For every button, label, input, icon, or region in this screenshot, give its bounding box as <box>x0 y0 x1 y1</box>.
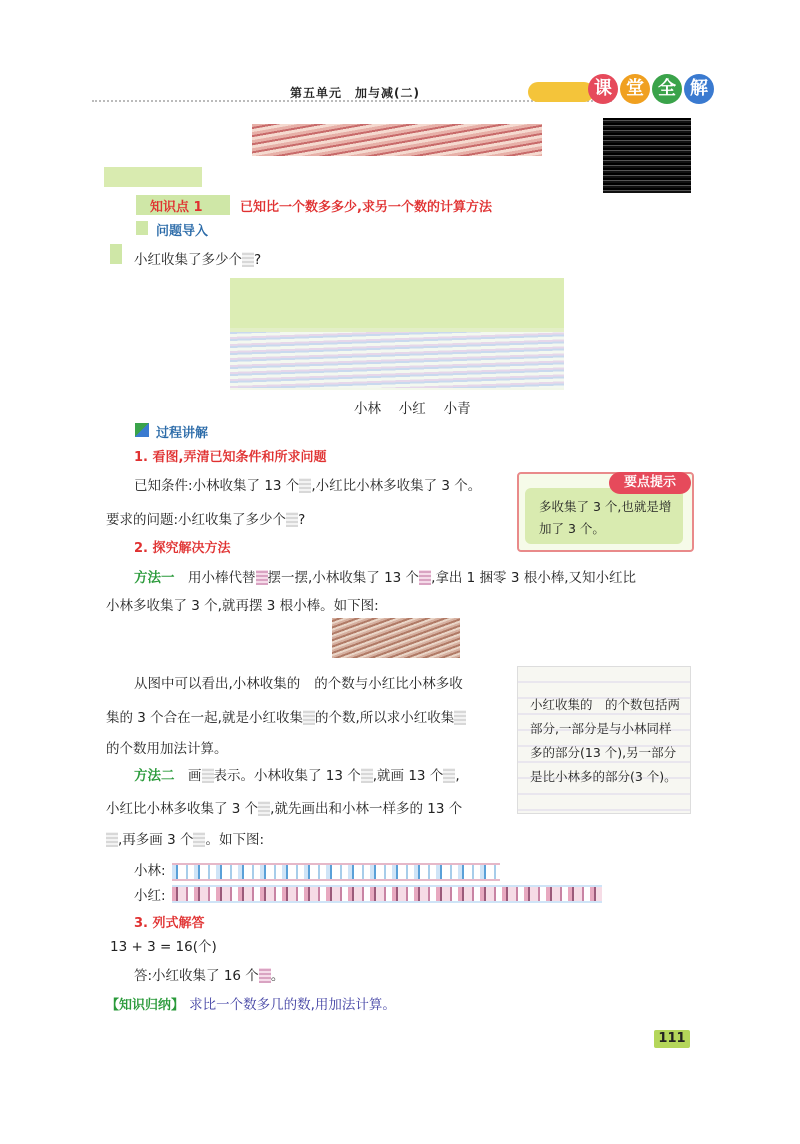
page-number: 111 <box>654 1030 690 1048</box>
para-line3: 的个数用加法计算。 <box>106 741 228 757</box>
ask-b: ? <box>298 512 306 528</box>
method2-label: 方法二 <box>134 768 175 784</box>
method1-label: 方法一 <box>134 570 175 586</box>
row1-label: 小林: <box>134 863 166 879</box>
section-banner <box>104 167 202 187</box>
intro-question-text: 小红收集了多少个 <box>134 252 242 268</box>
method2-line1 <box>134 764 460 784</box>
intro-heading: 问题导入 <box>156 224 209 239</box>
knowledge-point-label: 知识点 1 <box>150 200 203 215</box>
item-icon <box>303 710 315 725</box>
tip-badge: 要点提示 <box>609 472 691 494</box>
method2-line2 <box>106 797 462 817</box>
method2-line3-a: ,再多画 3 个 <box>118 832 194 848</box>
summary-tag: 【知识归纳】 <box>106 998 185 1013</box>
para1-b: 的个数与小红比小林多收 <box>314 676 463 692</box>
brand-char-3: 全 <box>652 74 682 104</box>
method1-a: 用小棒代替 <box>174 570 256 586</box>
intro-question <box>134 248 261 268</box>
known-condition <box>134 474 481 494</box>
xiaohong-circles <box>172 885 602 903</box>
para1-a: 从图中可以看出,小林收集的 <box>134 676 301 692</box>
process-heading: 过程讲解 <box>156 426 209 441</box>
method2-line3-b: 。如下图: <box>205 832 265 848</box>
method1-line1 <box>134 566 636 586</box>
brand-char-4: 解 <box>684 74 714 104</box>
item-icon <box>286 512 298 527</box>
circle-icon <box>193 832 205 847</box>
process-icon <box>135 423 149 437</box>
method2-line3 <box>106 828 264 848</box>
known-a: 已知条件:小林收集了 13 个 <box>134 478 300 494</box>
method2-a: 画 <box>174 768 202 784</box>
scene-water <box>230 332 564 388</box>
item-icon <box>259 968 271 983</box>
method2-c: ,就画 13 个 <box>372 768 444 784</box>
circle-icon <box>106 832 118 847</box>
para-line1 <box>134 672 463 692</box>
sticks-illustration <box>332 618 460 658</box>
ask-question <box>106 508 305 528</box>
summary-text: 求比一个数多几的数,用加法计算。 <box>189 997 396 1013</box>
method2-b: 表示。小林收集了 13 个 <box>213 768 361 784</box>
item-icon <box>454 710 466 725</box>
circle-icon <box>443 768 455 783</box>
note-box <box>517 666 691 814</box>
step1-heading: 1. 看图,弄清已知条件和所求问题 <box>134 450 327 465</box>
qr-code-image <box>603 118 691 193</box>
known-b: ,小红比小林多收集了 3 个。 <box>311 478 482 494</box>
row2-label: 小红: <box>134 888 166 904</box>
question-marker-icon <box>110 244 122 264</box>
top-illustration <box>252 124 542 156</box>
scene-illustration <box>230 278 564 390</box>
para2-a: 集的 3 个合在一起,就是小红收集 <box>106 710 303 726</box>
ask-a: 要求的问题:小红收集了多少个 <box>106 512 287 528</box>
equation: 13 + 3 = 16(个) <box>110 939 217 955</box>
method1-b: 摆一摆,小林收集了 13 个 <box>267 570 420 586</box>
stick-icon <box>256 570 268 585</box>
circle-icon <box>202 768 214 783</box>
method2-line2-b: ,就先画出和小林一样多的 13 个 <box>270 801 463 817</box>
note-text: 小红收集的 的个数包括两部分,一部分是与小林同样多的部分(13 个),另一部分是比小林多的部分(3 个)。 <box>530 697 681 784</box>
answer-b: 。 <box>270 968 285 984</box>
intro-question-end: ? <box>254 252 262 268</box>
knowledge-point-title: 已知比一个数多多少,求另一个数的计算方法 <box>240 200 492 215</box>
tip-text: 多收集了 3 个,也就是增加了 3 个。 <box>539 499 672 536</box>
method1-c: ,拿出 1 捆零 3 根小棒,又知小红比 <box>431 570 636 586</box>
mascot-icon <box>528 82 594 102</box>
brand-char-1: 课 <box>588 74 618 104</box>
heading-marker-icon <box>136 221 148 235</box>
step3-heading: 3. 列式解答 <box>134 916 205 931</box>
method2-d: , <box>455 768 460 784</box>
item-icon <box>419 570 431 585</box>
scene-names: 小林 小红 小青 <box>354 401 471 417</box>
answer <box>134 964 284 984</box>
method1-line2: 小林多收集了 3 个,就再摆 3 根小棒。如下图: <box>106 598 379 614</box>
xiaolin-circles <box>172 863 500 881</box>
item-icon <box>299 478 311 493</box>
unit-title: 第五单元 加与减(二) <box>290 86 420 100</box>
brand-char-2: 堂 <box>620 74 650 104</box>
answer-a: 答:小红收集了 16 个 <box>134 968 259 984</box>
summary <box>106 993 396 1013</box>
tip-box <box>517 472 694 552</box>
para-line2 <box>106 706 466 726</box>
item-icon <box>361 768 373 783</box>
para2-b: 的个数,所以求小红收集 <box>314 710 455 726</box>
method2-line2-a: 小红比小林多收集了 3 个 <box>106 801 259 817</box>
item-icon <box>258 801 270 816</box>
item-icon <box>242 252 254 267</box>
step2-heading: 2. 探究解决方法 <box>134 541 231 556</box>
brand-logo <box>528 72 718 106</box>
